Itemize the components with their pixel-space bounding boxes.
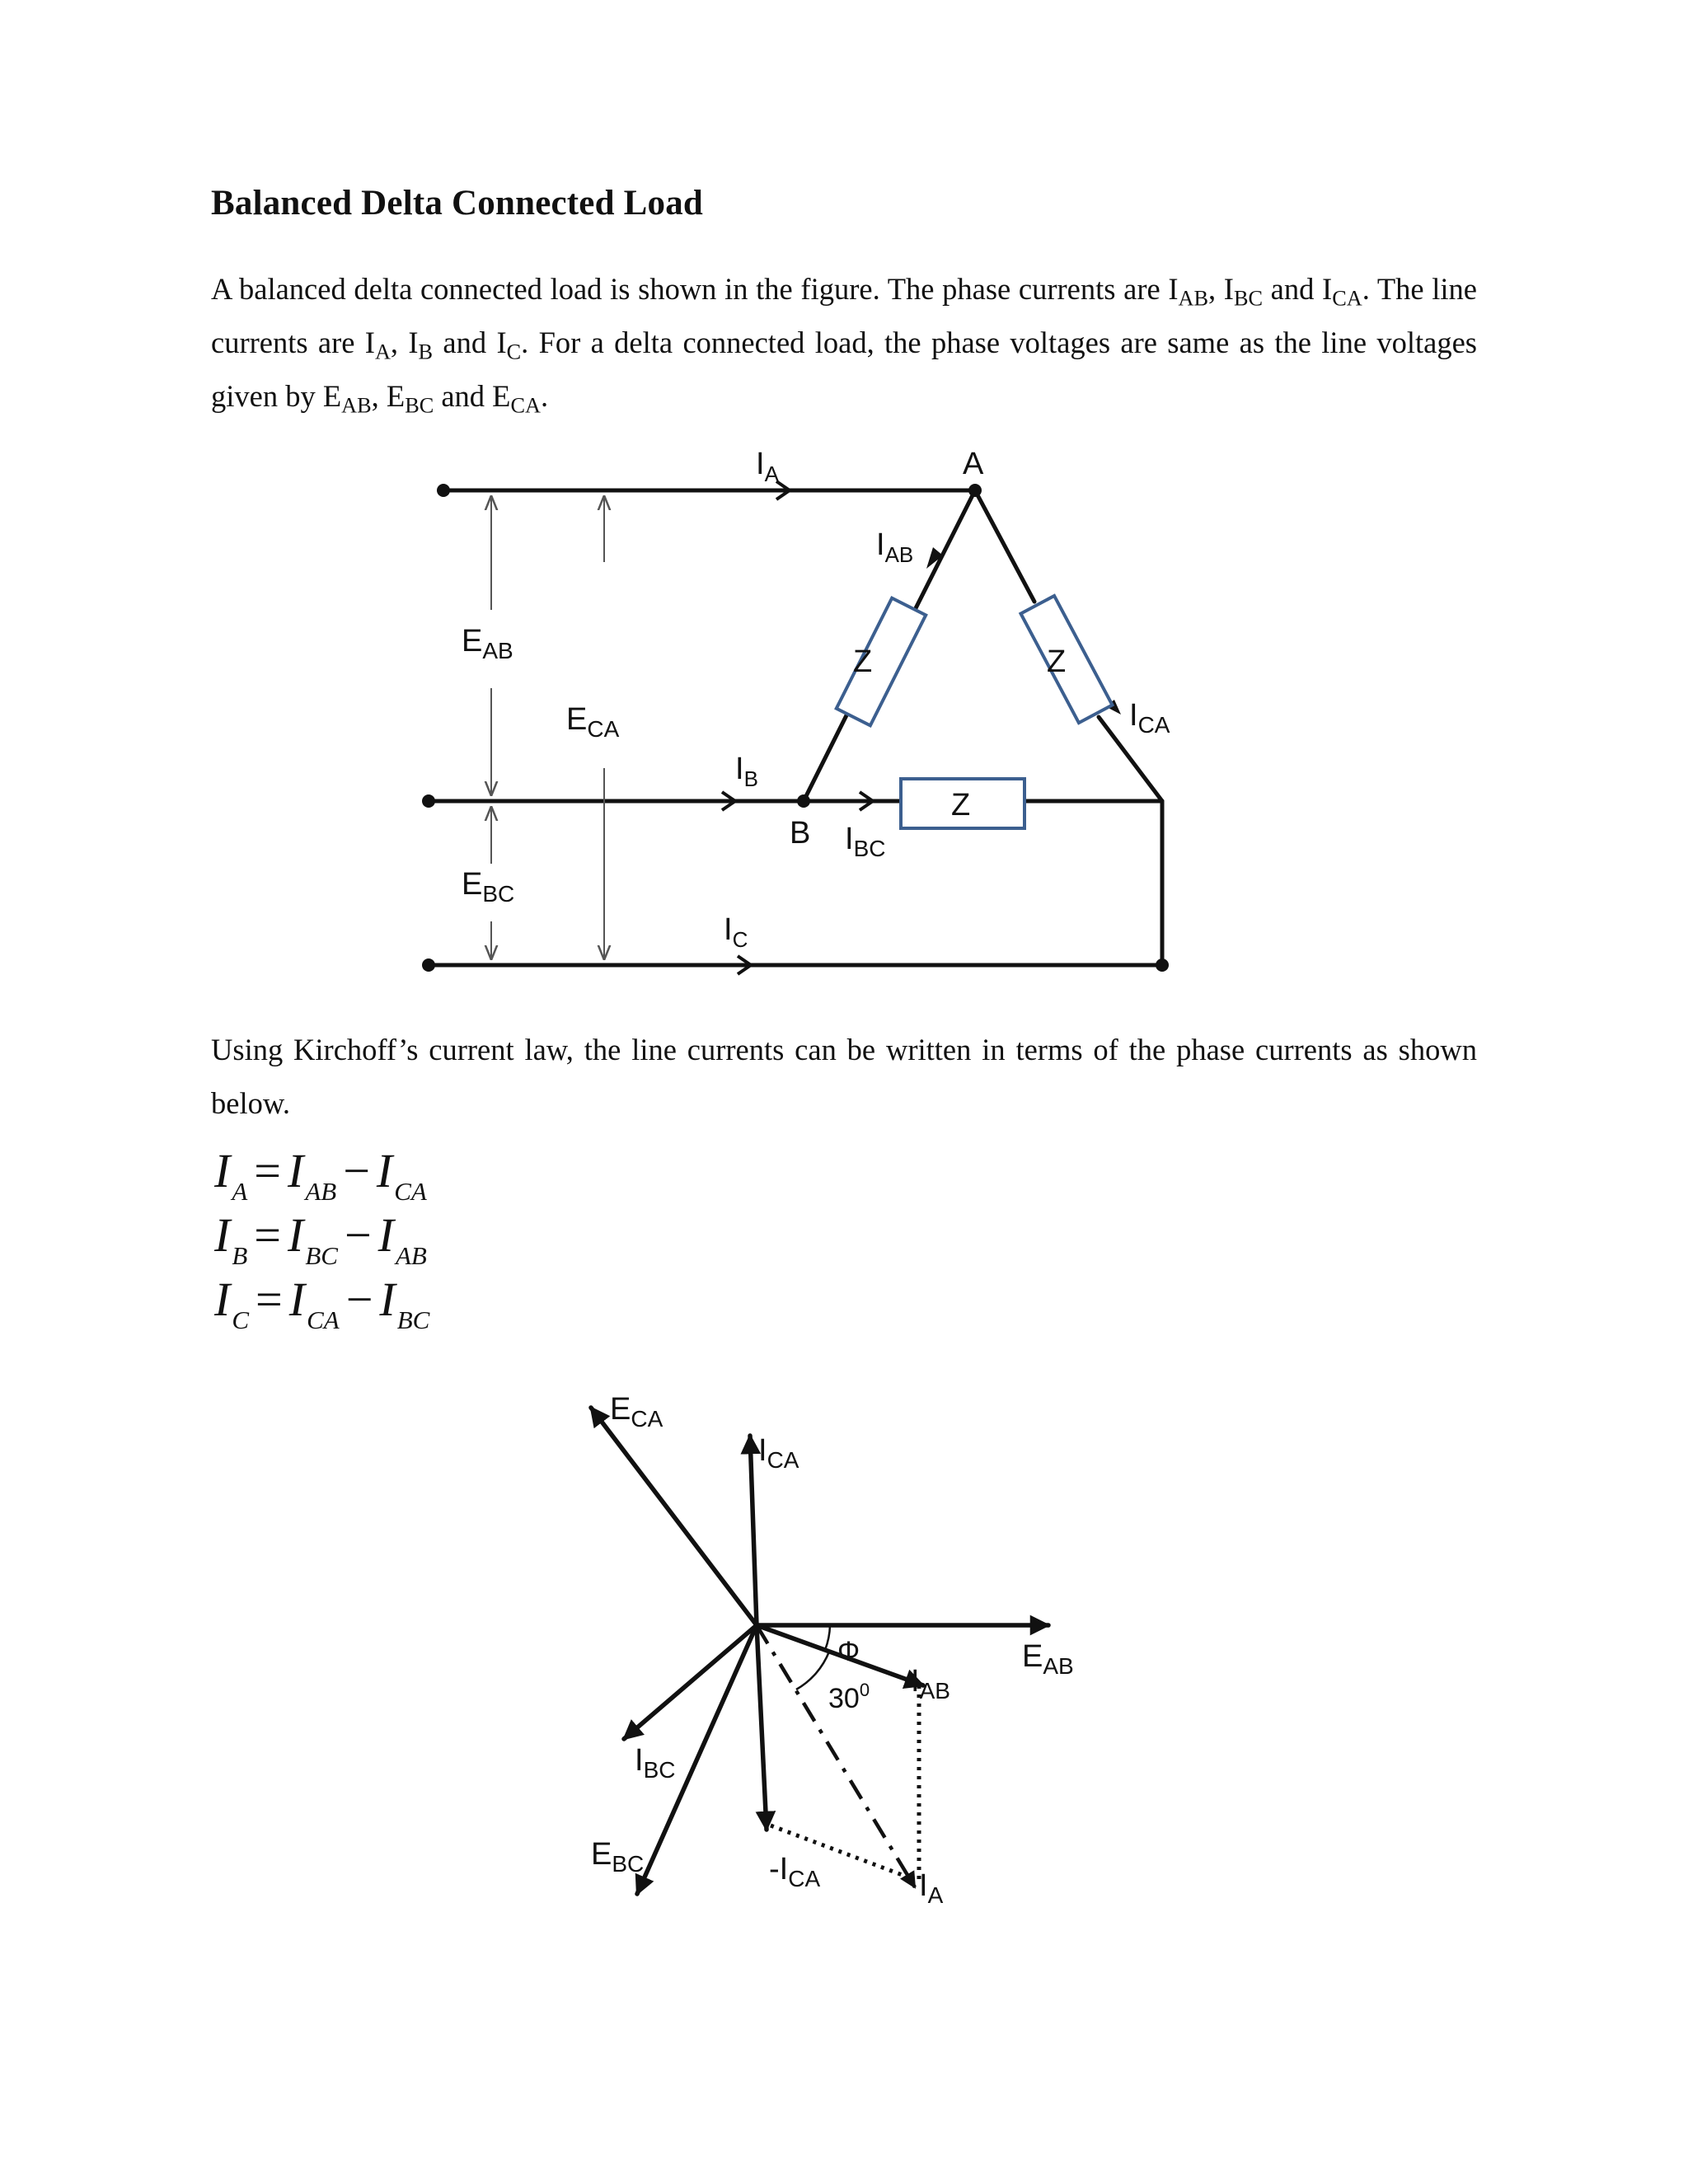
kcl-paragraph: Using Kirchoff’s current law, the line currents can be written in terms of the phase currents as shown below.: [211, 1033, 1477, 1120]
label-e-ab: $E_{AB}$: [462, 624, 513, 663]
phasor-diagram: [0, 1368, 1688, 1929]
label-i-bc: $I_{BC}$: [845, 822, 886, 861]
node-b-dot: [797, 794, 810, 808]
phasor-e-ca: [591, 1408, 757, 1625]
equation-i-c: $I_C = I_{CA} - I_{BC}$: [214, 1272, 430, 1334]
label-z-right: Z: [1047, 644, 1067, 679]
label-node-b: B: [790, 816, 811, 851]
phasor-i-a: [757, 1625, 915, 1887]
delta-circuit-diagram: [0, 429, 1688, 989]
thirty-degree-arc: [796, 1652, 829, 1690]
node-a-dot: [968, 484, 982, 497]
label-z-bottom: Z: [951, 788, 971, 823]
impedance-ca: [1020, 596, 1112, 723]
label-e-ca: $E_{CA}$: [566, 702, 620, 742]
label-i-b: $I_B$: [735, 752, 758, 791]
impedance-ab: [837, 598, 926, 726]
phasor-label-phi: Φ: [837, 1636, 860, 1667]
equation-i-b: $I_B = I_{BC} - I_{AB}$: [214, 1208, 427, 1270]
terminal-a-dot: [437, 484, 450, 497]
phasor-i-ca: [750, 1436, 757, 1625]
label-i-ab: $I_{AB}$: [876, 527, 914, 567]
terminal-b-dot: [422, 794, 435, 808]
terminal-c-dot: [422, 958, 435, 972]
phi-angle-arc: [825, 1625, 830, 1650]
delta-side-ab-lower: [804, 714, 847, 801]
section-heading: Balanced Delta Connected Load: [211, 184, 704, 223]
phasor-label-angle: $30^0$: [828, 1680, 870, 1714]
label-i-a: $I_A$: [756, 447, 779, 486]
label-i-c: $I_C$: [724, 912, 748, 952]
label-e-bc: $E_{BC}$: [462, 867, 515, 907]
equation-i-a: $I_A = I_{AB} - I_{CA}$: [214, 1144, 427, 1206]
phasor-neg-i-ca: [757, 1625, 767, 1830]
phasor-label-neg-i-ca: $-I_{CA}$: [769, 1852, 821, 1891]
label-node-a: A: [963, 447, 984, 481]
phasor-label-i-ab: $I_{AB}$: [911, 1664, 950, 1704]
intro-paragraph: A balanced delta connected load is shown in the figure. The phase currents are $I_{AB}$, $I_{BC}$ and $I_{CA}$. The line currents are $I_A$, $I_B$ and $I_C$. For a delta connected load, the phase voltages are same as the line voltages given by $E_{AB}$, $E_{BC}$ and $E_{CA}$.: [211, 272, 1478, 418]
phasor-label-i-ca: $I_{CA}$: [758, 1433, 799, 1473]
phasor-label-e-ab: $E_{AB}$: [1022, 1639, 1074, 1679]
phasor-label-e-bc: $E_{BC}$: [591, 1837, 645, 1877]
label-z-left: Z: [853, 644, 873, 679]
phasor-label-i-a: $I_A$: [919, 1868, 944, 1908]
phasor-label-e-ca: $E_{CA}$: [610, 1392, 663, 1432]
delta-side-ab-upper: [915, 490, 975, 610]
phasor-label-i-bc: $I_{BC}$: [635, 1743, 676, 1783]
kcl-equations: [214, 1139, 429, 1332]
node-c-bottom-dot: [1156, 958, 1169, 972]
label-i-ca: $I_{CA}$: [1129, 698, 1170, 738]
delta-side-ca-upper: [975, 490, 1034, 602]
phasor-i-bc: [624, 1625, 757, 1739]
